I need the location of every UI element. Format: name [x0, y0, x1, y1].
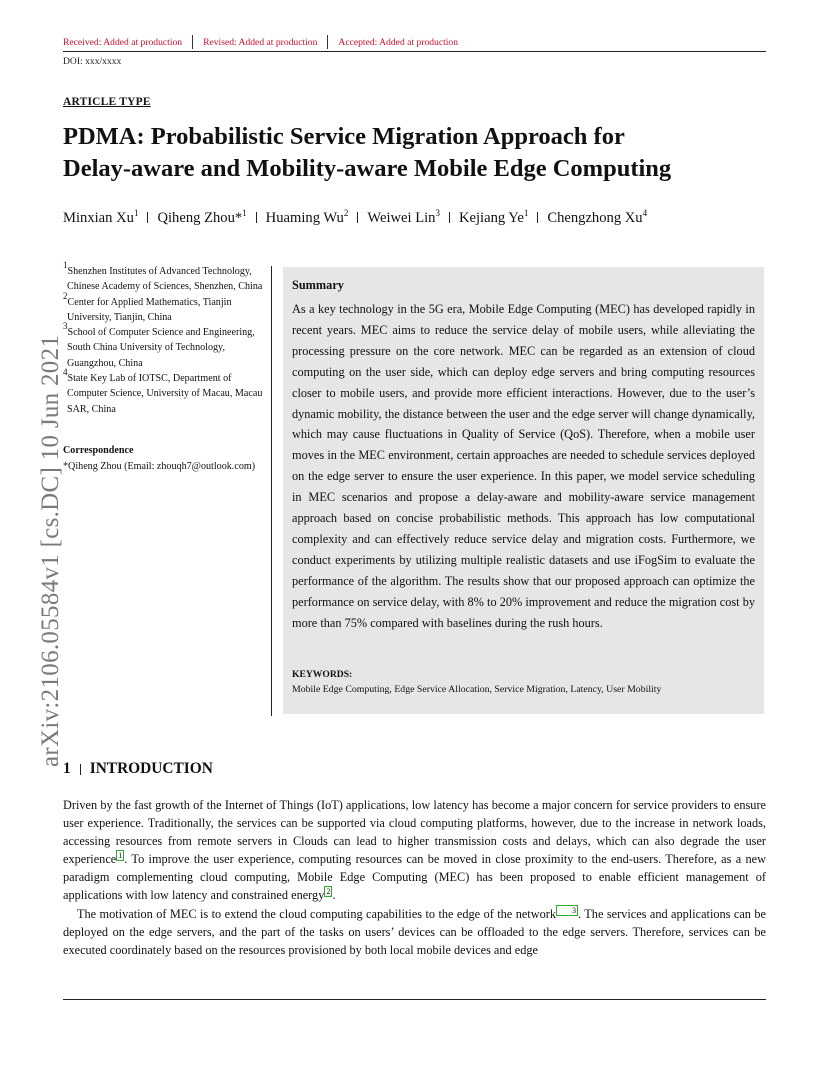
- summary-text: As a key technology in the 5G era, Mobile Edge Computing (MEC) has developed rapidly in recent years. MEC aims to reduce the service delay of mobile users, while alleviating the processing pressure on the core network. MEC can be regarded as an extension of cloud computing on the user side, which can deploy edge servers and bring computing resources closer to mobile users, and provide more efficient interactions. However, due to the user’s dynamic mobility, the distance between the user and the edge server will change dynamically, which may cause fluctuations in Quality of Service (QoS). Therefore, when a mobile user moves in the MEC environment, certain approaches are needed to schedule services deployed on the edge server to ensure the user experience. In this paper, we model service scheduling in MEC scenarios and propose a delay-aware and mobility-aware service management approach based on concise probabilistic methods. This approach has low computational complexity and can effectively reduce service delay and migration costs. Furthermore, we conduct experiments by utilizing multiple realistic datasets and use iFogSim to evaluate the performance of the algorithm. The results show that our proposed approach can optimize the performance on service delay, with 8% to 20% improvement and reduce the migration cost by more than 75% compared with baselines during the rush hours.: [292, 302, 755, 630]
- paragraph: The motivation of MEC is to extend the cloud computing capabilities to the edge of the network 3 . The services and applications can be deployed on the edge servers, and the part of the tasks on users’ devices can be offloaded to the edge servers. Therefore, services can be executed coordinately based on the resources provisioned by both local mobile devices and edge: [63, 905, 766, 957]
- author-divider: [147, 212, 148, 223]
- affiliation: $^3$School of Computer Science and Engineering, South China University of Technology, Guangzhou, China: [63, 321, 255, 369]
- header-divider: [192, 35, 193, 49]
- doi: DOI: xxx/xxxx: [63, 56, 122, 67]
- author: Minxian Xu$^1$: [63, 208, 139, 226]
- header-divider: [327, 35, 328, 49]
- title-line-1: PDMA: Probabilistic Service Migration Approach for: [63, 123, 625, 150]
- article-type: ARTICLE TYPE: [63, 96, 151, 108]
- paragraph: Driven by the fast growth of the Internet of Things (IoT) applications, low latency has become a major concern for service providers to ensure user experience. Traditionally, the services can be supported via cloud computing platforms, however, due to the increase in network loads, accessing resources from remote servers in Clouds can lead to higher transmission costs and delays, which can also degrade the user experience 1 . To improve the user experience, computing resources can be moved in close proximity to the end-users. Therefore, as a new paradigm complementing cloud computing, Mobile Edge Computing (MEC) has been proposed to enable efficient management of applications with low latency and constrained energy 2 .: [63, 798, 766, 903]
- paper-title: [63, 121, 763, 185]
- author-divider: [256, 212, 257, 223]
- affiliations: [63, 260, 268, 417]
- revised-date: Revised: Added at production: [203, 36, 318, 48]
- keywords-heading: KEYWORDS:: [292, 669, 353, 680]
- introduction-body: [63, 796, 766, 959]
- affiliation: $^1$Shenzhen Institutes of Advanced Technology, Chinese Academy of Sciences, Shenzhen, China: [63, 260, 263, 293]
- column-divider: [271, 266, 272, 716]
- section-heading-introduction: [63, 760, 213, 778]
- author: Chengzhong Xu$^4$: [547, 208, 648, 226]
- accepted-date: Accepted: Added at production: [338, 36, 459, 48]
- citation-link[interactable]: 2: [326, 887, 331, 897]
- keywords-text: Mobile Edge Computing, Edge Service Allocation, Service Migration, Latency, User Mobility: [292, 684, 662, 695]
- submission-dates: [63, 35, 458, 49]
- author-divider: [357, 212, 358, 223]
- author: Weiwei Lin$^3$: [367, 208, 440, 226]
- author-divider: [537, 212, 538, 223]
- section-number: 1: [63, 760, 71, 777]
- author-divider: [449, 212, 450, 223]
- citation-link[interactable]: 1: [118, 851, 123, 861]
- author: Qiheng Zhou*$^1$: [157, 208, 247, 226]
- author: Kejiang Ye$^1$: [458, 208, 529, 226]
- footer-rule: [63, 999, 766, 1000]
- affiliation: $^4$State Key Lab of IOTSC, Department of Computer Science, University of Macau, Macau SAR, China: [63, 367, 263, 415]
- received-date: Received: Added at production: [63, 36, 183, 48]
- summary-heading: Summary: [292, 278, 344, 292]
- title-line-2: Delay-aware and Mobility-aware Mobile Edge Computing: [63, 155, 672, 182]
- affiliation: $^2$Center for Applied Mathematics, Tianjin University, Tianjin, China: [63, 290, 232, 323]
- section-title: INTRODUCTION: [89, 760, 213, 777]
- author: Huaming Wu$^2$: [265, 208, 349, 226]
- author-list: [63, 210, 647, 227]
- citation-link[interactable]: 3: [556, 905, 578, 916]
- section-divider: [80, 764, 81, 775]
- correspondence-heading: Correspondence: [63, 445, 134, 456]
- correspondence-text: *Qiheng Zhou (Email: zhouqh7@outlook.com): [63, 461, 256, 472]
- arxiv-stamp: arXiv:2106.05584v1 [cs.DC] 10 Jun 2021: [37, 334, 64, 767]
- header-rule: [63, 51, 766, 52]
